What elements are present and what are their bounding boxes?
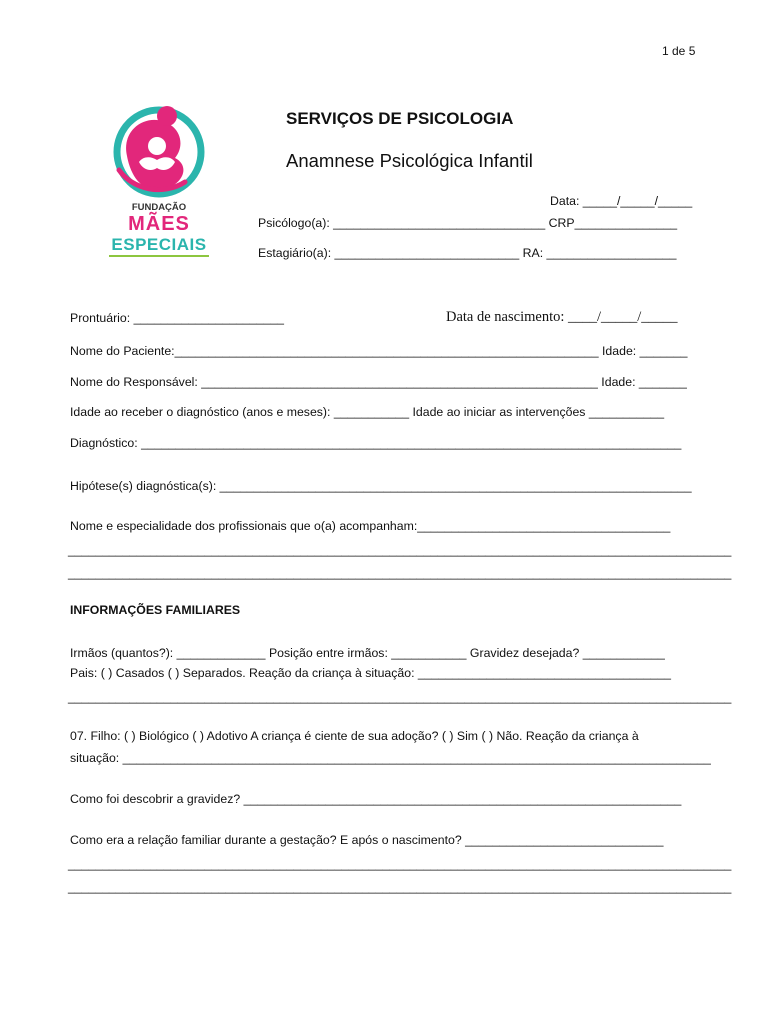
data-nascimento-field[interactable]: Data de nascimento: ____/_____/_____	[446, 309, 678, 325]
page-number: 1 de 5	[662, 44, 696, 58]
hipotese-field[interactable]: Hipótese(s) diagnóstica(s): _____________________________________________________________________	[70, 479, 692, 493]
relacao-line-2[interactable]: _________________________________________________________________________________________________	[68, 857, 732, 871]
pais-field[interactable]: Pais: ( ) Casados ( ) Separados. Reação da criança à situação: _____________________________________	[70, 666, 671, 680]
diagnostico-field[interactable]: Diagnóstico: _______________________________________________________________________________	[70, 436, 682, 450]
psicologo-field[interactable]: Psicólogo(a): _______________________________ CRP_______________	[258, 216, 678, 230]
nome-paciente-field[interactable]: Nome do Paciente:______________________________________________________________ Idade: _______	[70, 344, 688, 358]
logo-child-head	[148, 137, 166, 155]
pais-line-2[interactable]: _________________________________________________________________________________________________	[68, 690, 732, 704]
filho-field[interactable]: 07. Filho: ( ) Biológico ( ) Adotivo A criança é ciente de sua adoção? ( ) Sim ( ) Não. Reação da criança à	[70, 729, 639, 743]
logo-line3: ESPECIAIS	[111, 235, 207, 254]
profissionais-line-2[interactable]: _________________________________________________________________________________________________	[68, 543, 732, 557]
estagiario-field[interactable]: Estagiário(a): ___________________________ RA: ___________________	[258, 246, 677, 260]
profissionais-line-3[interactable]: _________________________________________________________________________________________________	[68, 566, 732, 580]
irmaos-field[interactable]: Irmãos (quantos?): _____________ Posição entre irmãos: ___________ Gravidez desejada? ____________	[70, 646, 665, 660]
section-title-familiares: INFORMAÇÕES FAMILIARES	[70, 603, 241, 617]
logo-mother-head	[157, 106, 177, 126]
fundacao-maes-especiais-logo	[105, 100, 213, 265]
logo-line1: FUNDAÇÃO	[131, 202, 187, 213]
idade-diagnostico-field[interactable]: Idade ao receber o diagnóstico (anos e meses): ___________ Idade ao iniciar as intervenções ___________	[70, 405, 665, 419]
gravidez-field[interactable]: Como foi descobrir a gravidez? ________________________________________________________________	[70, 792, 682, 806]
relacao-field[interactable]: Como era a relação familiar durante a gestação? E após o nascimento? _____________________________	[70, 833, 664, 847]
nome-responsavel-field[interactable]: Nome do Responsável: __________________________________________________________ Idade: _______	[70, 375, 687, 389]
date-field[interactable]: Data: _____/_____/_____	[550, 194, 693, 208]
header-subtitle: Anamnese Psicológica Infantil	[286, 150, 533, 171]
logo-mother-figure	[126, 120, 183, 190]
profissionais-field[interactable]: Nome e especialidade dos profissionais que o(a) acompanham:_____________________________________	[70, 519, 671, 533]
prontuario-field[interactable]: Prontuário: ______________________	[70, 311, 285, 325]
relacao-line-3[interactable]: _________________________________________________________________________________________________	[68, 880, 732, 894]
header-title: SERVIÇOS DE PSICOLOGIA	[286, 109, 514, 128]
logo-footer-strip	[109, 255, 209, 257]
situacao-field[interactable]: situação: ______________________________________________________________________________________	[70, 751, 711, 765]
logo-line2: MÃES	[128, 213, 190, 235]
